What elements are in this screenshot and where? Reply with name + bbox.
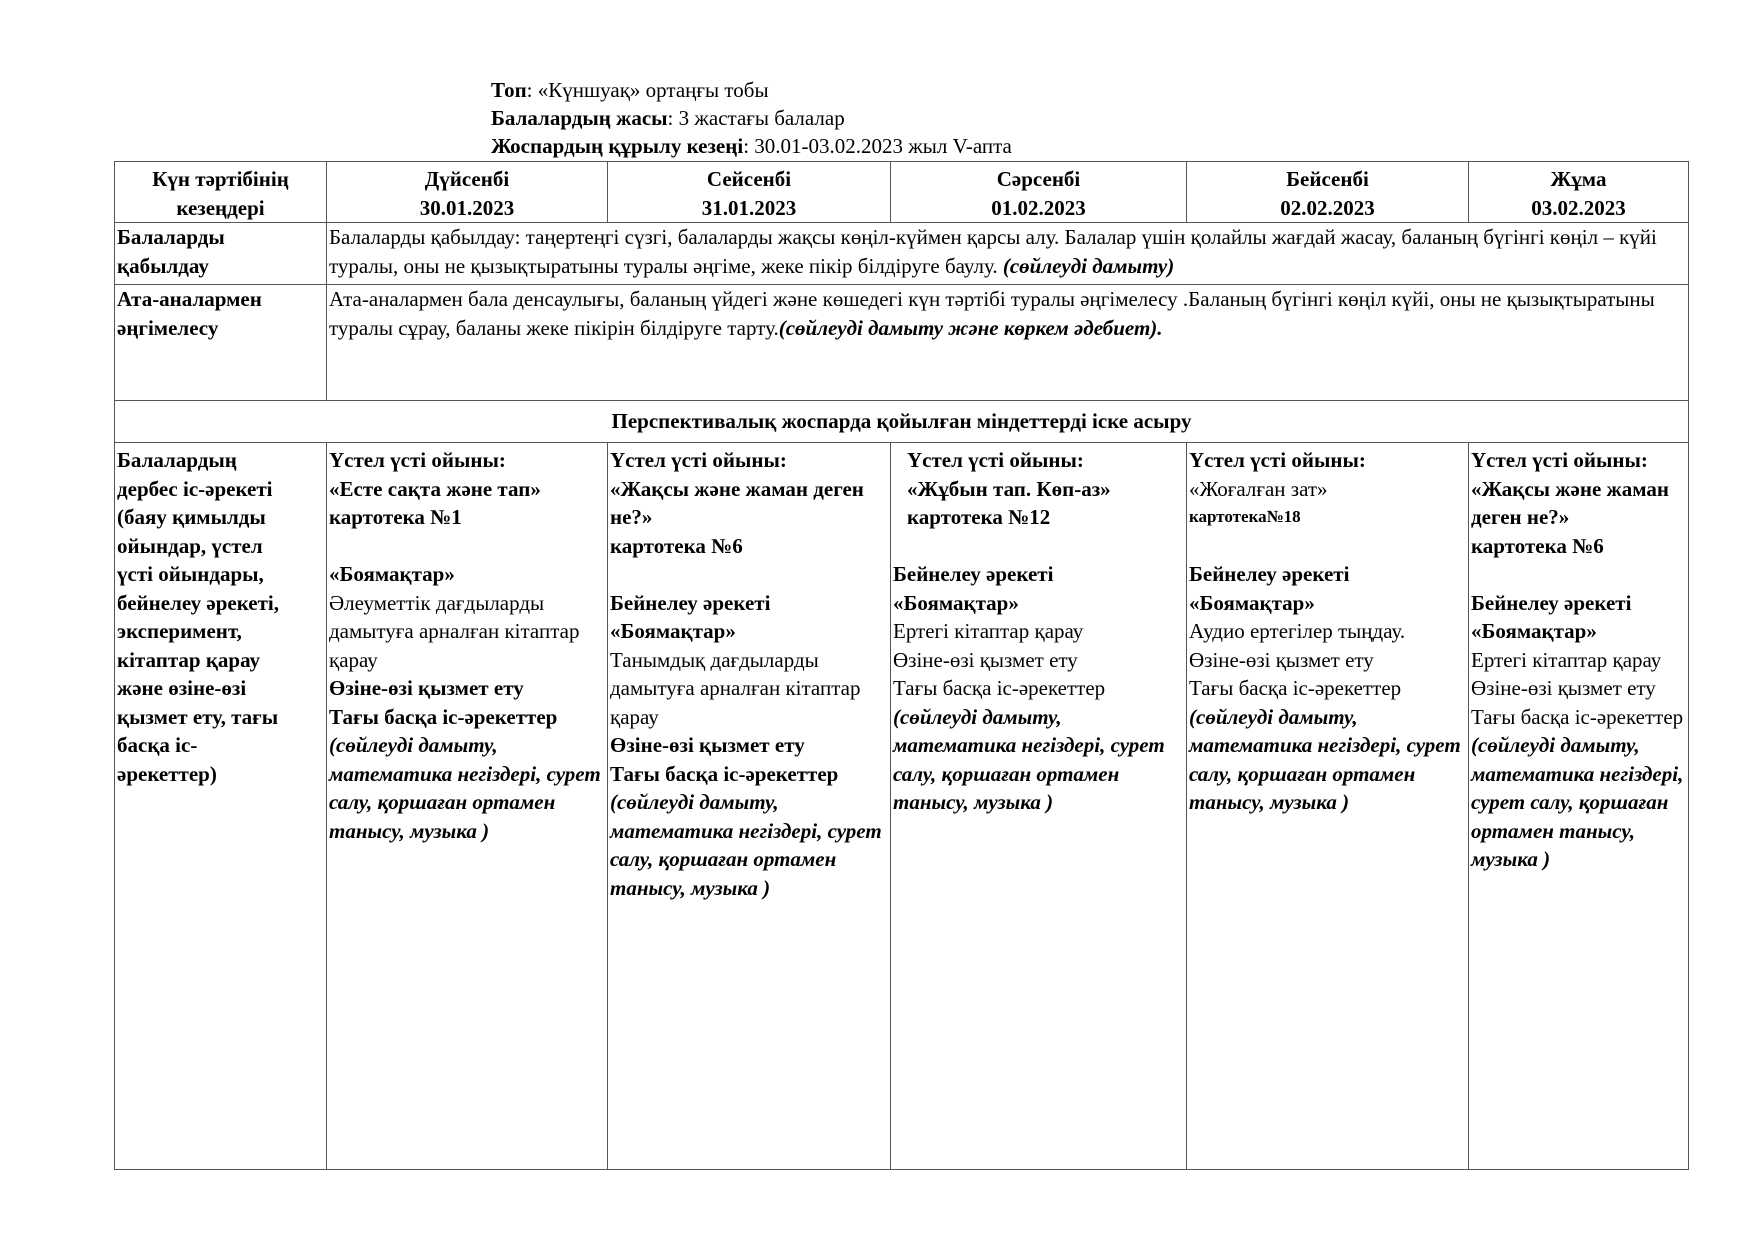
weekly-plan-table: [114, 161, 1689, 1170]
activity-cell-monday: Үстел үсті ойыны: «Есте сақта және тап» картотека №1 «Боямақтар» Әлеуметтік дағдыларды дамытуға арналған кітаптар қарау Өзіне-өзі қызмет ету Тағы басқа іс-әрекеттер (сөйлеуді дамыту, математика негіздері, сурет салу, қоршаған ортамен танысу, музыка ): [327, 443, 608, 1170]
header-cell-thursday: Бейсенбі 02.02.2023: [1187, 162, 1469, 223]
table-row-reception: [115, 223, 1689, 285]
row-text-parents: Ата-аналармен бала денсаулығы, баланың үйдегі және көшедегі күн тәртібі туралы әңгімелесу .Баланың бүгінгі көңіл күйі, оны не қызықтыратыны туралы сұрау, баланы жеке пікірін білдіруге тарту.(сөйлеуді дамыту және көркем әдебиет).: [327, 285, 1689, 401]
header-cell-friday: Жұма 03.02.2023: [1469, 162, 1689, 223]
header-cell-wednesday: Сәрсенбі 01.02.2023: [891, 162, 1187, 223]
activity-cell-friday: Үстел үсті ойыны: «Жақсы және жаман деген не?» картотека №6 Бейнелеу әрекеті «Боямақтар» Ертегі кітаптар қарау Өзіне-өзі қызмет ету Тағы басқа іс-әрекеттер (сөйлеуді дамыту, математика негіздері, сурет салу, қоршаған ортамен танысу, музыка ): [1469, 443, 1689, 1170]
header-cell-tuesday: Сейсенбі 31.01.2023: [608, 162, 891, 223]
activity-cell-wednesday: Үстел үсті ойыны: «Жұбын тап. Көп-аз» картотека №12 Бейнелеу әрекеті «Боямақтар» Ертегі кітаптар қарау Өзіне-өзі қызмет ету Тағы басқа іс-әрекеттер (сөйлеуді дамыту, математика негіздері, сурет салу, қоршаған ортамен танысу, музыка ): [891, 443, 1187, 1170]
group-line: Топ: «Күншуақ» ортаңғы тобы: [491, 78, 769, 102]
row-label-parents: Ата-аналармен әңгімелесу: [115, 285, 327, 401]
activity-cell-thursday: Үстел үсті ойыны: «Жоғалған зат» картотека№18 Бейнелеу әрекеті «Боямақтар» Аудио ертегілер тыңдау. Өзіне-өзі қызмет ету Тағы басқа іс-әрекеттер (сөйлеуді дамыту, математика негіздері, сурет салу, қоршаған ортамен танысу, музыка ): [1187, 443, 1469, 1170]
header-cell-monday: Дүйсенбі 30.01.2023: [327, 162, 608, 223]
section-title: Перспективалық жоспарда қойылған міндеттерді іске асыру: [115, 401, 1689, 443]
table-row-activities: [115, 443, 1689, 1170]
table-header-row: [115, 162, 1689, 223]
row-label-reception: Балаларды қабылдау: [115, 223, 327, 285]
header-cell-periods: Күн тәртібінің кезеңдері: [115, 162, 327, 223]
document-header: [491, 76, 1012, 160]
row-text-reception: Балаларды қабылдау: таңертеңгі сүзгі, балаларды жақсы көңіл-күймен қарсы алу. Балалар үшін қолайлы жағдай жасау, баланың бүгінгі көңіл – күйі туралы, оны не қызықтыратыны туралы әңгіме, жеке пікір білдіруге баулу. (сөйлеуді дамыту): [327, 223, 1689, 285]
table-row-section-title: [115, 401, 1689, 443]
age-line: Балалардың жасы: 3 жастағы балалар: [491, 106, 845, 130]
table-row-parents: [115, 285, 1689, 401]
activity-cell-tuesday: Үстел үсті ойыны: «Жақсы және жаман деген не?» картотека №6 Бейнелеу әрекеті «Боямақтар» Танымдық дағдыларды дамытуға арналған кітаптар қарау Өзіне-өзі қызмет ету Тағы басқа іс-әрекеттер (сөйлеуді дамыту, математика негіздері, сурет салу, қоршаған ортамен танысу, музыка ): [608, 443, 891, 1170]
row-label-activities: Балалардың дербес іс-әрекеті (баяу қимылды ойындар, үстел үсті ойындары, бейнелеу әрекеті, эксперимент, кітаптар қарау және өзіне-өзі қызмет ету, тағы басқа іс- әрекеттер): [115, 443, 327, 1170]
period-line: Жоспардың құрылу кезеңі: 30.01-03.02.2023 жыл V-апта: [491, 134, 1012, 158]
